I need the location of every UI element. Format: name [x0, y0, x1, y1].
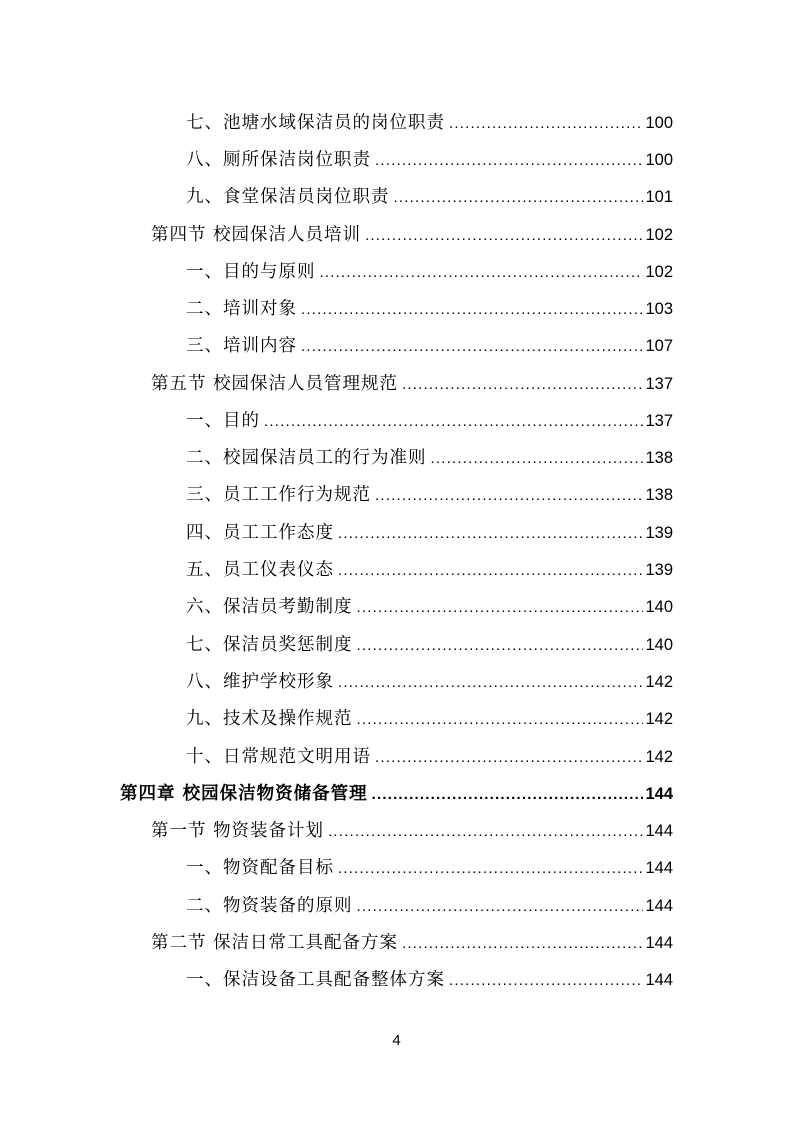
toc-entry[interactable] — [151, 216, 673, 246]
toc-entry-title: 八、维护学校形象 — [186, 672, 334, 692]
toc-entry[interactable] — [186, 961, 673, 991]
toc-entry-title: 九、食堂保洁员岗位职责 — [186, 187, 390, 207]
toc-dot-leader — [301, 300, 643, 320]
toc-entry[interactable] — [186, 626, 673, 656]
toc-dot-leader — [431, 449, 644, 469]
toc-entry-title: 一、物资配备目标 — [186, 858, 334, 878]
toc-dot-leader — [394, 188, 644, 208]
toc-entry[interactable] — [186, 290, 673, 320]
toc-entry-title: 六、保洁员考勤制度 — [186, 597, 353, 617]
toc-entry-page: 140 — [645, 636, 673, 654]
toc-entry-page: 142 — [645, 710, 673, 728]
toc-dot-leader — [264, 412, 643, 432]
toc-dot-leader — [338, 673, 643, 693]
toc-dot-leader — [402, 934, 643, 954]
toc-entry[interactable] — [186, 476, 673, 506]
toc-entry-title: 一、保洁设备工具配备整体方案 — [186, 970, 445, 990]
toc-entry-page: 138 — [645, 449, 673, 467]
page-number: 4 — [392, 1032, 401, 1049]
toc-dot-leader — [402, 375, 643, 395]
toc-entry[interactable] — [186, 551, 673, 581]
toc-entry-title: 二、校园保洁员工的行为准则 — [186, 448, 427, 468]
toc-dot-leader — [375, 151, 643, 171]
toc-entry[interactable] — [186, 663, 673, 693]
toc-entry-title: 第四章 校园保洁物资储备管理 — [120, 784, 368, 804]
toc-dot-leader — [338, 561, 643, 581]
toc-entry-page: 102 — [645, 226, 673, 244]
toc-chapter-entry[interactable] — [120, 775, 673, 805]
toc-entry-page: 137 — [645, 375, 673, 393]
toc-dot-leader — [328, 822, 643, 842]
toc-entry-title: 第五节 校园保洁人员管理规范 — [151, 374, 399, 394]
toc-dot-leader — [338, 524, 643, 544]
toc-entry-page: 140 — [645, 598, 673, 616]
toc-entry-title: 第一节 物资装备计划 — [151, 821, 325, 841]
toc-entry[interactable] — [186, 178, 673, 208]
toc-entry-title: 四、员工工作态度 — [186, 523, 334, 543]
toc-entry[interactable] — [186, 588, 673, 618]
toc-entry-title: 三、员工工作行为规范 — [186, 485, 371, 505]
toc-entry-page: 144 — [645, 897, 673, 915]
toc-entry-title: 二、物资装备的原则 — [186, 896, 353, 916]
toc-entry-title: 九、技术及操作规范 — [186, 709, 353, 729]
toc-entry-title: 一、目的与原则 — [186, 262, 316, 282]
toc-entry[interactable] — [186, 439, 673, 469]
toc-dot-leader — [301, 337, 643, 357]
toc-entry-page: 139 — [645, 524, 673, 542]
toc-entry-page: 138 — [645, 486, 673, 504]
toc-entry-page: 101 — [645, 188, 673, 206]
toc-entry[interactable] — [186, 104, 673, 134]
toc-dot-leader — [357, 636, 644, 656]
toc-entry-title: 十、日常规范文明用语 — [186, 747, 371, 767]
toc-entry-title: 七、池塘水域保洁员的岗位职责 — [186, 113, 445, 133]
toc-entry-page: 137 — [645, 412, 673, 430]
toc-entry[interactable] — [186, 700, 673, 730]
toc-dot-leader — [338, 859, 643, 879]
toc-entry[interactable] — [186, 738, 673, 768]
toc-entry-page: 102 — [645, 263, 673, 281]
toc-entry-title: 第二节 保洁日常工具配备方案 — [151, 933, 399, 953]
toc-entry-page: 103 — [645, 300, 673, 318]
toc-entry-page: 144 — [645, 859, 673, 877]
toc-entry-title: 第四节 校园保洁人员培训 — [151, 225, 362, 245]
toc-entry-page: 144 — [645, 785, 673, 803]
toc-dot-leader — [320, 263, 644, 283]
toc-entry[interactable] — [186, 887, 673, 917]
toc-dot-leader — [357, 897, 644, 917]
toc-dot-leader — [449, 971, 643, 991]
toc-entry[interactable] — [186, 327, 673, 357]
toc-entry-page: 144 — [645, 934, 673, 952]
toc-entry-page: 144 — [645, 822, 673, 840]
toc-dot-leader — [375, 748, 643, 768]
toc-entry[interactable] — [151, 812, 673, 842]
toc-entry-title: 二、培训对象 — [186, 299, 297, 319]
toc-entry-title: 五、员工仪表仪态 — [186, 560, 334, 580]
toc-entry-title: 七、保洁员奖惩制度 — [186, 635, 353, 655]
toc-entry-title: 八、厕所保洁岗位职责 — [186, 150, 371, 170]
toc-entry[interactable] — [186, 253, 673, 283]
toc-entry-page: 144 — [645, 971, 673, 989]
toc-entry-page: 142 — [645, 673, 673, 691]
toc-entry-page: 107 — [645, 337, 673, 355]
toc-entry-page: 100 — [645, 114, 673, 132]
toc-entry[interactable] — [186, 514, 673, 544]
toc-dot-leader — [357, 598, 644, 618]
toc-dot-leader — [375, 486, 643, 506]
toc-entry[interactable] — [186, 849, 673, 879]
toc-entry[interactable] — [186, 402, 673, 432]
toc-entry[interactable] — [186, 141, 673, 171]
toc-entry[interactable] — [151, 365, 673, 395]
toc-dot-leader — [372, 785, 644, 805]
toc-entry[interactable] — [151, 924, 673, 954]
toc-dot-leader — [365, 226, 643, 246]
toc-entry-page: 100 — [645, 151, 673, 169]
toc-entry-page: 142 — [645, 748, 673, 766]
toc-dot-leader — [357, 710, 644, 730]
toc-entry-title: 一、目的 — [186, 411, 260, 431]
toc-dot-leader — [449, 114, 643, 134]
toc-entry-title: 三、培训内容 — [186, 336, 297, 356]
toc-entry-page: 139 — [645, 561, 673, 579]
